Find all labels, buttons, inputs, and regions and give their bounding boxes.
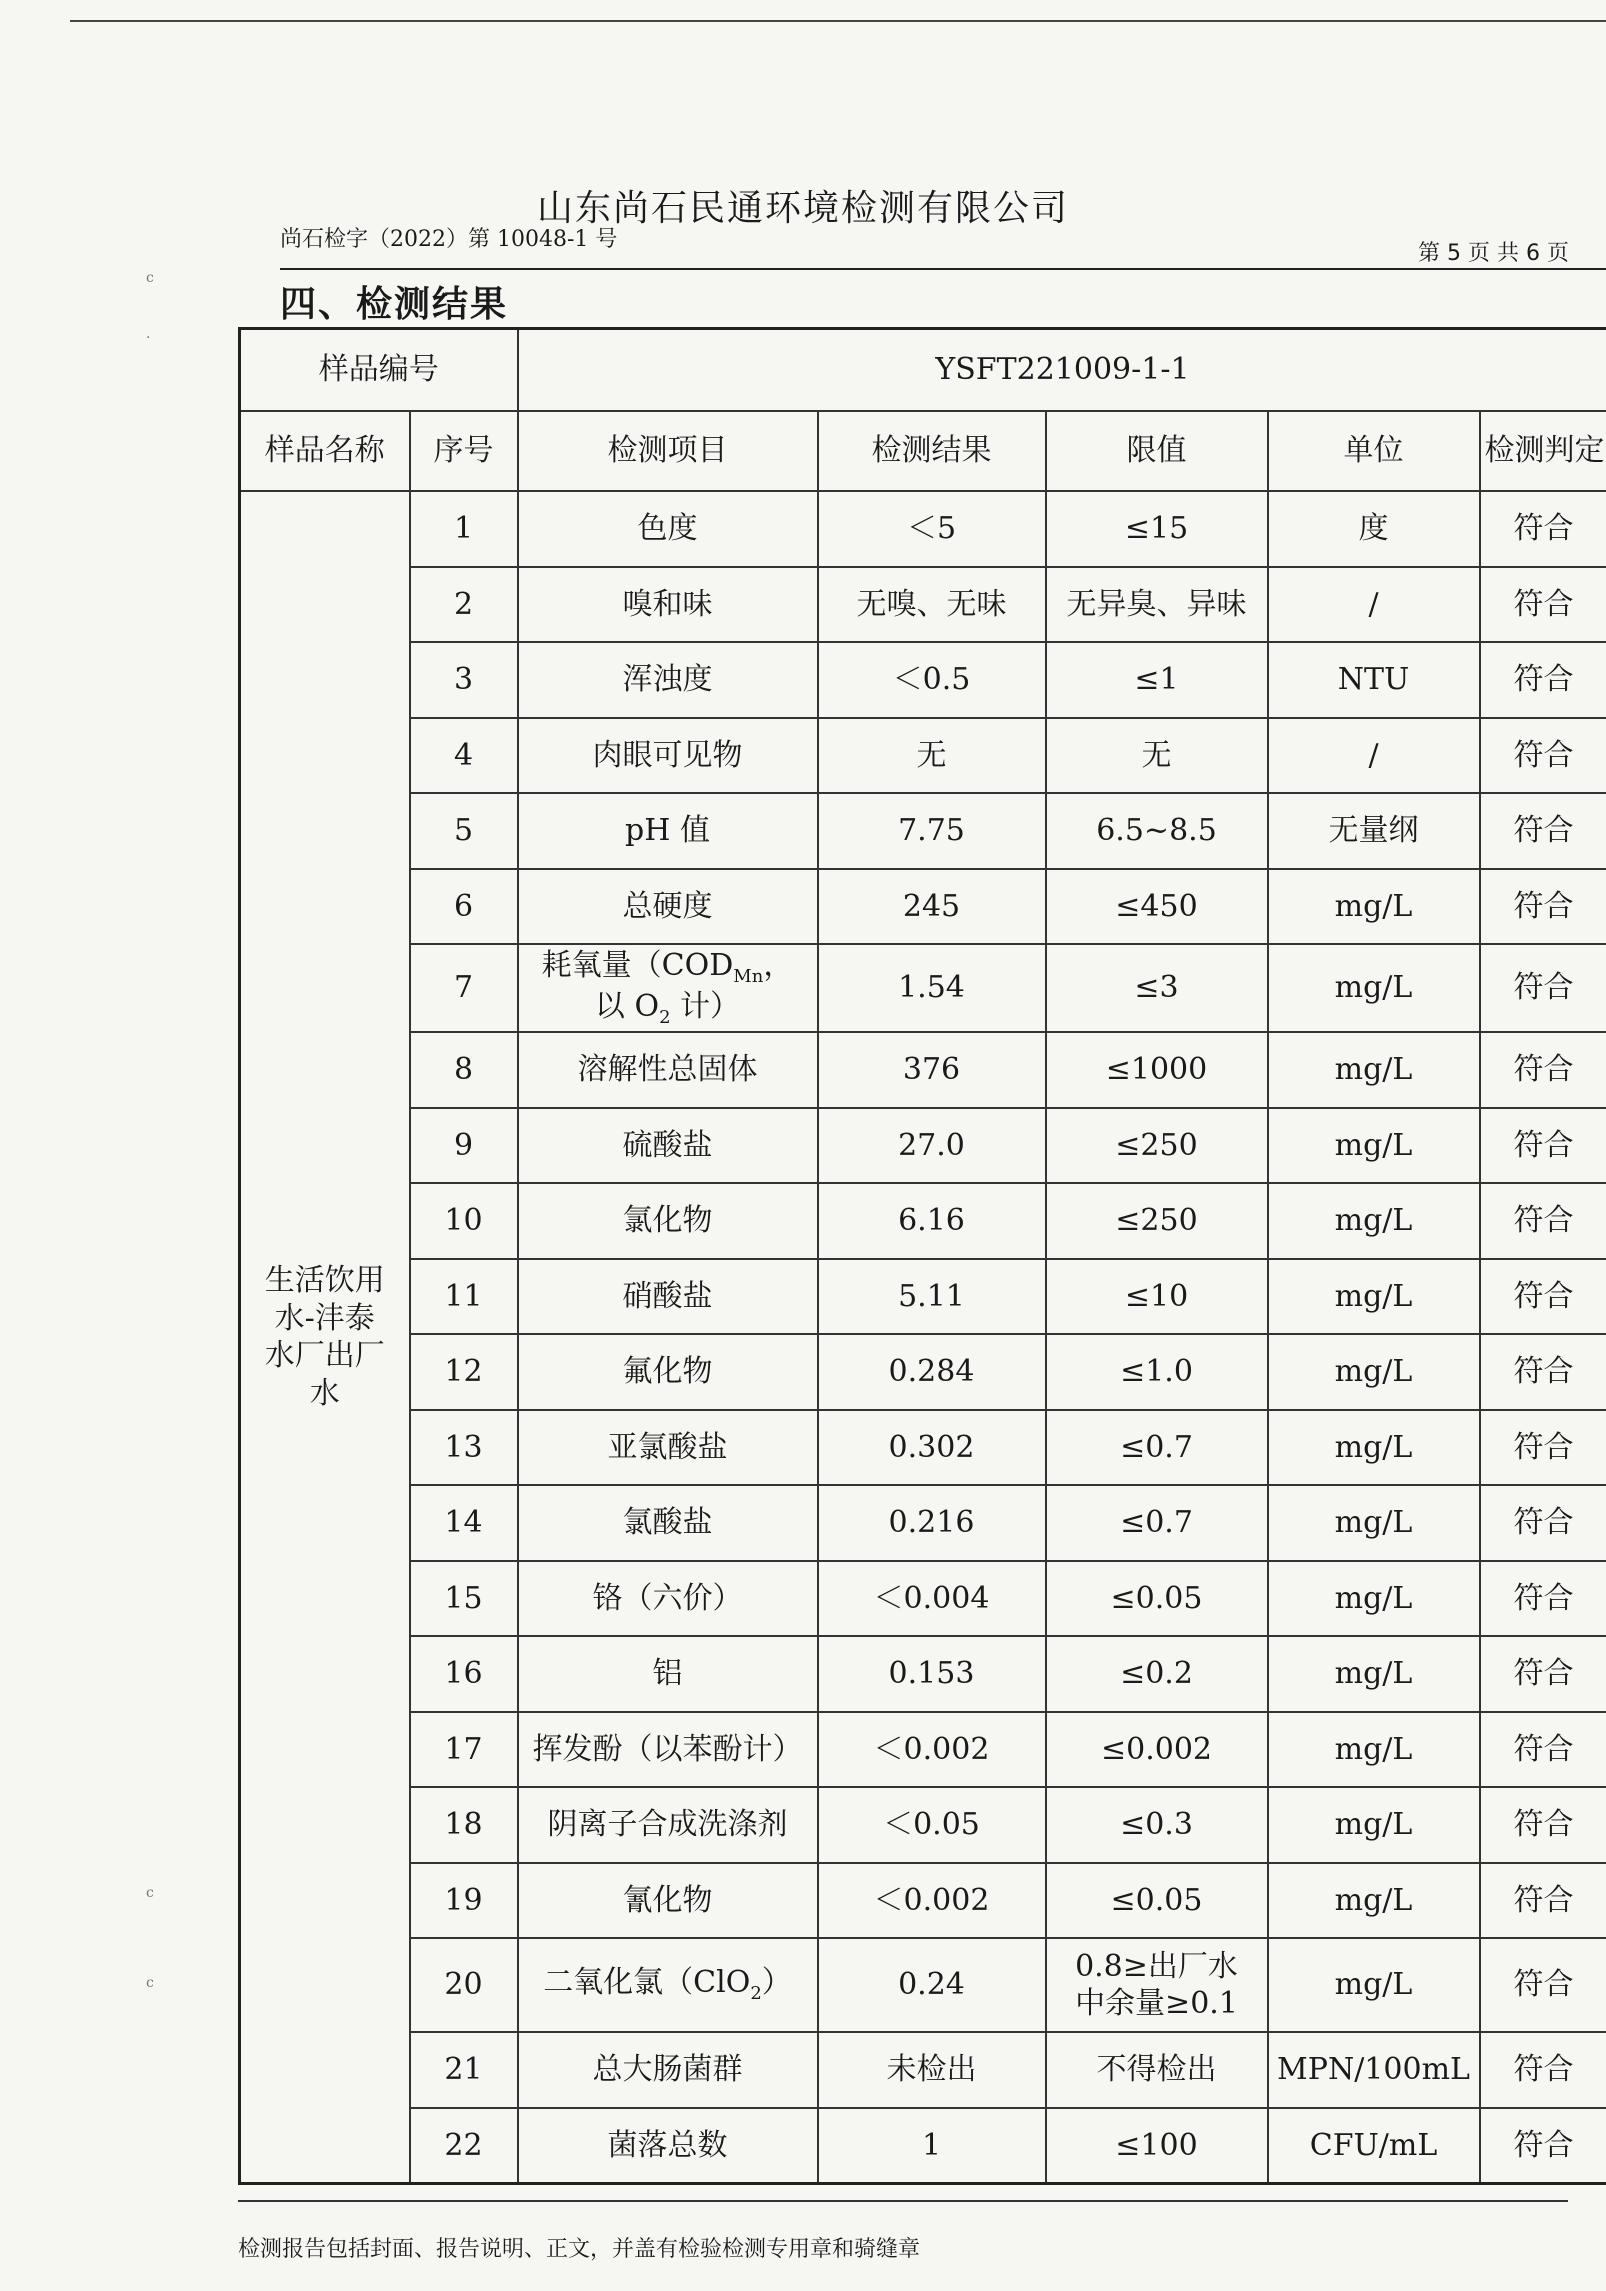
cell-unit: 无量纲	[1268, 793, 1480, 869]
cell-seq: 4	[410, 718, 518, 794]
page-info: 第 5 页 共 6 页	[1418, 241, 1569, 266]
cell-result: 245	[818, 869, 1046, 945]
cell-item: 嗅和味	[518, 567, 818, 643]
cell-judgement: 符合	[1480, 1032, 1606, 1108]
table-row	[240, 1183, 1606, 1259]
col-sample-name: 样品名称	[240, 411, 410, 491]
cell-unit: /	[1268, 718, 1480, 794]
cell-limit: ≤0.05	[1046, 1561, 1268, 1637]
cell-limit: ≤0.3	[1046, 1787, 1268, 1863]
cell-limit: 无异臭、异味	[1046, 567, 1268, 643]
cell-unit: mg/L	[1268, 1712, 1480, 1788]
cell-unit: mg/L	[1268, 1863, 1480, 1939]
cell-judgement: 符合	[1480, 567, 1606, 643]
limit-line2: 中余量≥0.1	[1075, 1986, 1238, 2021]
cell-limit: 无	[1046, 718, 1268, 794]
cell-item: 总硬度	[518, 869, 818, 945]
company-name: 山东尚石民通环境检测有限公司	[536, 188, 1069, 229]
cell-item: 挥发酚（以苯酚计）	[518, 1712, 818, 1788]
cell-result: 0.284	[818, 1334, 1046, 1410]
cell-judgement: 符合	[1480, 1938, 1606, 2032]
top-rule	[70, 20, 1606, 22]
cell-limit: ≤1.0	[1046, 1334, 1268, 1410]
col-limit: 限值	[1046, 411, 1268, 491]
cell-limit: ≤15	[1046, 491, 1268, 567]
cell-item: 色度	[518, 491, 818, 567]
cell-seq: 7	[410, 944, 518, 1032]
cell-judgement: 符合	[1480, 2108, 1606, 2184]
cell-unit: mg/L	[1268, 1938, 1480, 2032]
cell-result: 1.54	[818, 944, 1046, 1032]
header-rule	[280, 268, 1606, 270]
table-row	[240, 869, 1606, 945]
table-row	[240, 642, 1606, 718]
cell-seq: 20	[410, 1938, 518, 2032]
col-result: 检测结果	[818, 411, 1046, 491]
sample-id-label: 样品编号	[240, 329, 518, 412]
cell-item: 总大肠菌群	[518, 2032, 818, 2108]
cell-item: 氰化物	[518, 1863, 818, 1939]
column-header-row	[240, 411, 1606, 491]
table-row	[240, 1787, 1606, 1863]
cell-unit: mg/L	[1268, 1636, 1480, 1712]
cell-seq: 9	[410, 1108, 518, 1184]
cell-result: 0.153	[818, 1636, 1046, 1712]
cell-unit: mg/L	[1268, 1561, 1480, 1637]
cell-seq: 19	[410, 1863, 518, 1939]
cell-item: 肉眼可见物	[518, 718, 818, 794]
cell-seq: 10	[410, 1183, 518, 1259]
item-subscript: Mn	[733, 965, 764, 987]
col-judgement: 检测判定	[1480, 411, 1606, 491]
cell-item: 硫酸盐	[518, 1108, 818, 1184]
cell-result: 5.11	[818, 1259, 1046, 1335]
cell-limit: ≤1	[1046, 642, 1268, 718]
cell-result: 0.24	[818, 1938, 1046, 2032]
cell-result: ＜0.002	[818, 1863, 1046, 1939]
cell-judgement: 符合	[1480, 642, 1606, 718]
cell-unit: MPN/100mL	[1268, 2032, 1480, 2108]
cell-item: 硝酸盐	[518, 1259, 818, 1335]
cell-limit: ≤0.7	[1046, 1485, 1268, 1561]
cell-result: ＜5	[818, 491, 1046, 567]
cell-seq: 11	[410, 1259, 518, 1335]
cell-result: 376	[818, 1032, 1046, 1108]
cell-result: 0.302	[818, 1410, 1046, 1486]
cell-item: 亚氯酸盐	[518, 1410, 818, 1486]
cell-judgement: 符合	[1480, 1485, 1606, 1561]
cell-judgement: 符合	[1480, 1561, 1606, 1637]
cell-unit: /	[1268, 567, 1480, 643]
cell-judgement: 符合	[1480, 1334, 1606, 1410]
cell-result: 无	[818, 718, 1046, 794]
cell-unit: CFU/mL	[1268, 2108, 1480, 2184]
cell-limit: ≤10	[1046, 1259, 1268, 1335]
footer-rule	[238, 2200, 1568, 2202]
cell-item: 溶解性总固体	[518, 1032, 818, 1108]
cell-unit: mg/L	[1268, 944, 1480, 1032]
cell-unit: mg/L	[1268, 1183, 1480, 1259]
cell-judgement: 符合	[1480, 869, 1606, 945]
table-row	[240, 1863, 1606, 1939]
table-row	[240, 1561, 1606, 1637]
cell-result: 0.216	[818, 1485, 1046, 1561]
table-row	[240, 1485, 1606, 1561]
results-table	[238, 327, 1606, 2185]
cell-limit: ≤250	[1046, 1108, 1268, 1184]
cell-seq: 5	[410, 793, 518, 869]
table-row	[240, 1712, 1606, 1788]
cell-unit: NTU	[1268, 642, 1480, 718]
cell-result: ＜0.05	[818, 1787, 1046, 1863]
cell-judgement: 符合	[1480, 1636, 1606, 1712]
cell-judgement: 符合	[1480, 1863, 1606, 1939]
cell-judgement: 符合	[1480, 793, 1606, 869]
cell-result: 6.16	[818, 1183, 1046, 1259]
cell-seq: 8	[410, 1032, 518, 1108]
cell-item: 铬（六价）	[518, 1561, 818, 1637]
margin-mark: c	[146, 1975, 154, 1991]
table-row	[240, 718, 1606, 794]
cell-unit: mg/L	[1268, 1334, 1480, 1410]
cell-result: 7.75	[818, 793, 1046, 869]
item-main: 二氧化氯（ClO	[543, 1965, 751, 2001]
cell-item: pH 值	[518, 793, 818, 869]
cell-judgement: 符合	[1480, 491, 1606, 567]
col-unit: 单位	[1268, 411, 1480, 491]
table-row	[240, 1032, 1606, 1108]
cell-seq: 14	[410, 1485, 518, 1561]
cell-limit: 不得检出	[1046, 2032, 1268, 2108]
cell-seq: 1	[410, 491, 518, 567]
cell-unit: mg/L	[1268, 1410, 1480, 1486]
table-row	[240, 1259, 1606, 1335]
cell-result: 无嗅、无味	[818, 567, 1046, 643]
cell-limit: ≤100	[1046, 2108, 1268, 2184]
cell-limit: ≤450	[1046, 869, 1268, 945]
item-line1-end: ，	[763, 947, 794, 983]
cell-unit: mg/L	[1268, 1108, 1480, 1184]
cell-limit	[1046, 1938, 1268, 2032]
cell-judgement: 符合	[1480, 2032, 1606, 2108]
cell-result: ＜0.5	[818, 642, 1046, 718]
footer-note: 检测报告包括封面、报告说明、正文，并盖有检验检测专用章和骑缝章	[238, 2237, 921, 2262]
cell-seq: 15	[410, 1561, 518, 1637]
table-row	[240, 491, 1606, 567]
cell-result: 未检出	[818, 2032, 1046, 2108]
cell-judgement: 符合	[1480, 718, 1606, 794]
cell-limit: ≤250	[1046, 1183, 1268, 1259]
cell-unit: mg/L	[1268, 1259, 1480, 1335]
item-line2: 以 O	[594, 989, 660, 1024]
cell-limit: ≤3	[1046, 944, 1268, 1032]
cell-limit: ≤0.002	[1046, 1712, 1268, 1788]
cell-judgement: 符合	[1480, 1108, 1606, 1184]
table-row	[240, 1636, 1606, 1712]
cell-unit: mg/L	[1268, 869, 1480, 945]
cell-seq: 3	[410, 642, 518, 718]
sample-name: 生活饮用水-沣泰水厂出厂水	[240, 491, 410, 2184]
cell-seq: 12	[410, 1334, 518, 1410]
cell-judgement: 符合	[1480, 1259, 1606, 1335]
cell-result: 1	[818, 2108, 1046, 2184]
report-number: 尚石检字（2022）第 10048-1 号	[280, 227, 618, 252]
item-line2-end: 计）	[670, 989, 741, 1024]
col-seq: 序号	[410, 411, 518, 491]
margin-mark: c	[146, 270, 154, 286]
cell-judgement: 符合	[1480, 1787, 1606, 1863]
cell-result: 27.0	[818, 1108, 1046, 1184]
cell-unit: 度	[1268, 491, 1480, 567]
limit-line1: 0.8≥出厂水	[1075, 1948, 1238, 1984]
cell-item: 浑浊度	[518, 642, 818, 718]
table-row	[240, 1334, 1606, 1410]
cell-item: 氯酸盐	[518, 1485, 818, 1561]
margin-mark: c	[146, 1885, 154, 1901]
cell-unit: mg/L	[1268, 1032, 1480, 1108]
cell-judgement: 符合	[1480, 944, 1606, 1032]
sample-id-value: YSFT221009-1-1	[518, 329, 1606, 412]
cell-item: 铝	[518, 1636, 818, 1712]
cell-item	[518, 944, 818, 1032]
item-subscript-2: 2	[659, 1007, 671, 1028]
col-item: 检测项目	[518, 411, 818, 491]
item-line1: 耗氧量（COD	[541, 947, 734, 983]
cell-seq: 13	[410, 1410, 518, 1486]
cell-result: ＜0.002	[818, 1712, 1046, 1788]
cell-judgement: 符合	[1480, 1183, 1606, 1259]
sample-id-row	[240, 329, 1606, 412]
cell-judgement: 符合	[1480, 1712, 1606, 1788]
table-row	[240, 944, 1606, 1032]
cell-limit: ≤1000	[1046, 1032, 1268, 1108]
cell-item: 菌落总数	[518, 2108, 818, 2184]
cell-seq: 17	[410, 1712, 518, 1788]
cell-seq: 18	[410, 1787, 518, 1863]
table-row	[240, 2108, 1606, 2184]
cell-unit: mg/L	[1268, 1787, 1480, 1863]
cell-item: 氯化物	[518, 1183, 818, 1259]
item-subscript: 2	[750, 1983, 762, 2005]
table-row	[240, 793, 1606, 869]
cell-item: 阴离子合成洗涤剂	[518, 1787, 818, 1863]
cell-unit: mg/L	[1268, 1485, 1480, 1561]
cell-limit: ≤0.2	[1046, 1636, 1268, 1712]
margin-mark: ·	[146, 330, 151, 346]
cell-seq: 21	[410, 2032, 518, 2108]
table-row	[240, 1938, 1606, 2032]
cell-judgement: 符合	[1480, 1410, 1606, 1486]
table-row	[240, 2032, 1606, 2108]
cell-item: 氟化物	[518, 1334, 818, 1410]
section-title: 四、检测结果	[280, 284, 509, 325]
table-row	[240, 1108, 1606, 1184]
cell-seq: 22	[410, 2108, 518, 2184]
cell-limit: ≤0.7	[1046, 1410, 1268, 1486]
item-end: ）	[761, 1965, 792, 2001]
cell-limit: ≤0.05	[1046, 1863, 1268, 1939]
cell-result: ＜0.004	[818, 1561, 1046, 1637]
cell-seq: 2	[410, 567, 518, 643]
cell-item	[518, 1938, 818, 2032]
table-row	[240, 567, 1606, 643]
cell-seq: 16	[410, 1636, 518, 1712]
cell-limit: 6.5~8.5	[1046, 793, 1268, 869]
cell-seq: 6	[410, 869, 518, 945]
table-row	[240, 1410, 1606, 1486]
